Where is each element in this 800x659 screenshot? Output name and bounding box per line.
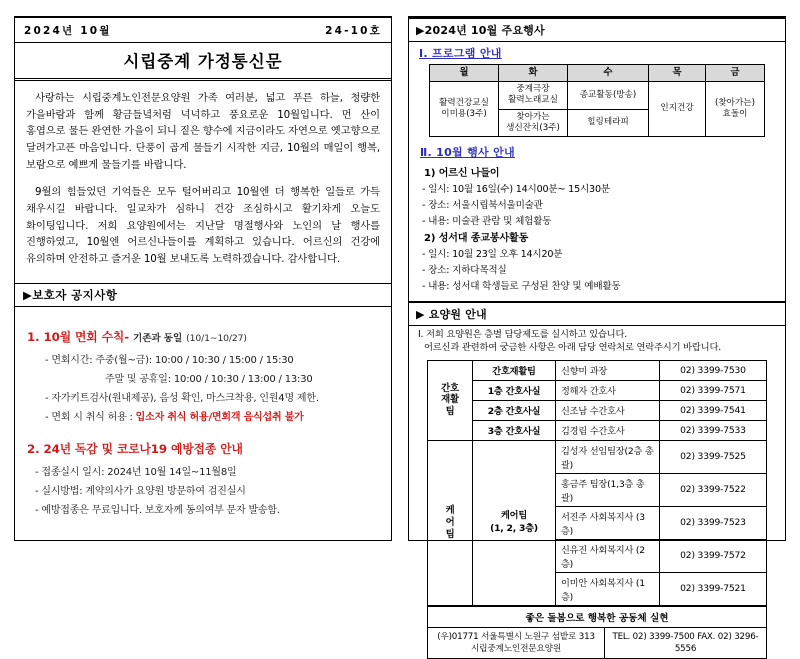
notice-1-line-2: 주말 및 공휴일: 10:00 / 10:30 / 13:00 / 13:30	[105, 373, 313, 385]
events-section-title	[420, 144, 774, 162]
masthead	[15, 18, 391, 43]
notice-1-line-4-text: - 면회 시 취식 허용 :	[45, 411, 136, 423]
issue-date: 2024년 10월	[24, 25, 112, 37]
cell-fri: (찾아가는) 효돌이	[706, 82, 765, 137]
person-care-2: 서진주 사회복지사 (3층)	[556, 506, 660, 539]
guardian-notice-heading: ▶보호자 공지사항	[15, 283, 391, 307]
table-row	[428, 440, 767, 473]
events-section-title-text: Ⅱ. 10월 행사 안내	[420, 145, 515, 159]
event-2-name: 2) 성서대 종교봉사활동	[424, 232, 529, 244]
issue-number: 24-10호	[325, 25, 382, 37]
team-label-nursing: 간호 재활 팀	[428, 360, 473, 440]
program-schedule-table	[429, 64, 765, 137]
footer-slogan: 좋은 돌봄으로 행복한 공동체 실현	[427, 606, 767, 627]
notice-1-period: (10/1~10/27)	[186, 332, 247, 344]
footer-address	[428, 627, 605, 658]
tel-care-0: 02) 3399-7525	[660, 440, 767, 473]
col-header-fri: 금	[706, 65, 765, 82]
notice-2-line-2: - 실시방법: 계약의사가 요양원 방문하여 검진실시	[35, 485, 246, 497]
facility-note-line-1: Ⅰ. 저희 요양원은 층별 담당제도를 실시하고 있습니다.	[418, 328, 627, 340]
role-nursing-2: 2층 간호사실	[473, 400, 556, 420]
tel-nursing-1: 02) 3399-7571	[660, 380, 767, 400]
col-header-wed: 수	[568, 65, 649, 82]
notice-2-heading	[27, 440, 379, 457]
table-header-row	[430, 65, 765, 82]
program-section-title-text: Ⅰ. 프로그램 안내	[419, 47, 502, 60]
event-1-line-3: - 내용: 미술관 관람 및 체험활동	[422, 215, 552, 227]
footer-phone: TEL. 02) 3399-7500 FAX. 02) 3296-5556	[605, 627, 767, 658]
monthly-events-header: ▶2024년 10월 주요행사	[409, 19, 785, 42]
greeting-paragraph-1: 사랑하는 시립중계노인전문요양원 가족 여러분, 넓고 푸른 하늘, 청량한 가을바람과 함께 황금들녘처럼 넉넉하고 풍요로운 10월입니다. 먼 산이 홍엽으로 물든 완연한 가을이 되니 짙은 향수에 지금이라도 자연으로 옛고향으로 달려가고픈 마음입니다. 단풍이 곱게 물들기 시작한 지금, 10월의 매일이 행복, 보람으로 예쁘게 물들기를 바랍니다.	[26, 92, 380, 171]
tel-care-1: 02) 3399-7522	[660, 473, 767, 506]
role-nursing-0: 간호재활팀	[473, 360, 556, 380]
staff-contact-table	[427, 360, 767, 606]
notice-1-heading	[27, 328, 379, 345]
program-section-title	[409, 42, 785, 63]
cell-mon: 활력건강교실 이미용(3주)	[430, 82, 499, 137]
event-2-line-3: - 내용: 성서대 학생들로 구성된 찬양 및 예배활동	[422, 280, 621, 292]
person-care-3: 신유진 사회복지사 (2층)	[556, 539, 660, 572]
notice-1-dash: -	[124, 329, 130, 344]
left-page	[14, 16, 392, 551]
notice-1-line-3: - 자가키트검사(원내제공), 음성 확인, 마스크착용, 인원4명 제한.	[45, 392, 319, 404]
tel-care-3: 02) 3399-7572	[660, 539, 767, 572]
person-nursing-3: 김경림 수간호사	[556, 420, 660, 440]
notice-2-line-1: - 접종실시 일시: 2024년 10월 14일~11월8일	[35, 466, 237, 478]
care-team-scope: 케어팀 (1, 2, 3층)	[473, 440, 556, 605]
table-row	[428, 400, 767, 420]
cell-thu: 인지건강	[649, 82, 706, 137]
notice-2-title: 2. 24년 독감 및 코로나19 예방접종 안내	[27, 441, 243, 456]
table-row	[430, 82, 765, 109]
greeting-body	[15, 81, 391, 283]
person-care-4: 이미안 사회복지사 (1층)	[556, 572, 660, 605]
notice-1-subtitle: 기존과 동일	[133, 332, 183, 344]
notice-item-2	[27, 440, 379, 516]
col-header-mon: 월	[430, 65, 499, 82]
tel-care-2: 02) 3399-7523	[660, 506, 767, 539]
notice-1-line-4-highlight: 입소자 취식 허용/면회객 음식섭취 불가	[135, 411, 304, 423]
notice-2-line-3: - 예방접종은 무료입니다. 보호자께 동의여부 문자 발송함.	[35, 504, 280, 516]
tel-nursing-0: 02) 3399-7530	[660, 360, 767, 380]
person-care-1: 홍금주 팀장(1,3층 총괄)	[556, 473, 660, 506]
role-nursing-1: 1층 간호사실	[473, 380, 556, 400]
role-nursing-3: 3층 간호사실	[473, 420, 556, 440]
tel-care-4: 02) 3399-7521	[660, 572, 767, 605]
newsletter-title: 시립중계 가정통신문	[15, 43, 391, 81]
table-row	[428, 360, 767, 380]
notice-item-1	[27, 328, 379, 423]
events-section	[409, 143, 785, 298]
col-header-thu: 목	[649, 65, 706, 82]
team-label-care: 케 어 팀	[428, 440, 473, 605]
col-header-tue: 화	[499, 65, 568, 82]
facility-note	[409, 326, 785, 356]
tel-nursing-3: 02) 3399-7533	[660, 420, 767, 440]
person-nursing-1: 정해자 간호사	[556, 380, 660, 400]
table-row	[428, 420, 767, 440]
notice-1-title: 1. 10월 면회 수칙	[27, 329, 125, 344]
facility-info-heading: ▶ 요양원 안내	[409, 303, 785, 326]
event-2-line-2: - 장소: 지하다목적실	[422, 264, 507, 276]
person-nursing-2: 신조남 수간호사	[556, 400, 660, 420]
cell-wed-bottom: 힐링테라피	[568, 109, 649, 136]
right-page	[408, 16, 786, 655]
event-1-name: 1) 어르신 나들이	[424, 167, 500, 179]
tel-nursing-2: 02) 3399-7541	[660, 400, 767, 420]
event-1-line-1: - 일시: 10월 16일(수) 14시00분~ 15시30분	[422, 183, 610, 195]
facility-note-line-2: 어르신과 관련하여 궁금한 사항은 아래 담당 연락처로 연락주시기 바랍니다.	[424, 342, 722, 354]
cell-wed-top: 종교활동(방송)	[568, 82, 649, 109]
event-1-line-2: - 장소: 서울시립북서울미술관	[422, 199, 543, 211]
event-2-line-1: - 일시: 10월 23일 오후 14시20분	[422, 248, 563, 260]
footer-contact-table	[427, 627, 767, 659]
greeting-paragraph-2: 9월의 힘들었던 기억들은 모두 털어버리고 10월엔 더 행복한 일들로 가득 채우시길 바랍니다. 일교차가 심하니 건강 조심하시고 활기차게 오늘도 화이팅입니다. 저희 요양원에서는 지난달 명절행사와 노인의 날 행사를 진행하였고, 10월엔 어르신나들이를 계획하고 있습니다. 어르신의 건강에 유의하며 안전하고 즐거운 10월 보내도록 노력하겠습니다. 감사합니다.	[26, 186, 380, 266]
person-care-0: 김성자 선임팀장(2층 총괄)	[556, 440, 660, 473]
table-row	[428, 627, 767, 658]
cell-tue-top: 중계극장 활력노래교실	[499, 82, 568, 109]
footer-address-line-2: 시립중계노인전문요양원	[470, 644, 562, 655]
person-nursing-0: 신향미 과장	[556, 360, 660, 380]
notice-1-line-1: - 면회시간: 주중(월~금): 10:00 / 10:30 / 15:00 / 15:30	[45, 354, 294, 366]
notice-list	[15, 307, 391, 540]
notice-1-line-4	[27, 408, 379, 423]
footer-address-line-1: (우)01771 서울특별시 노원구 섬밭로 313	[437, 631, 595, 642]
table-row	[428, 380, 767, 400]
cell-tue-bottom: 찾아가는 생신잔치(3주)	[499, 109, 568, 136]
